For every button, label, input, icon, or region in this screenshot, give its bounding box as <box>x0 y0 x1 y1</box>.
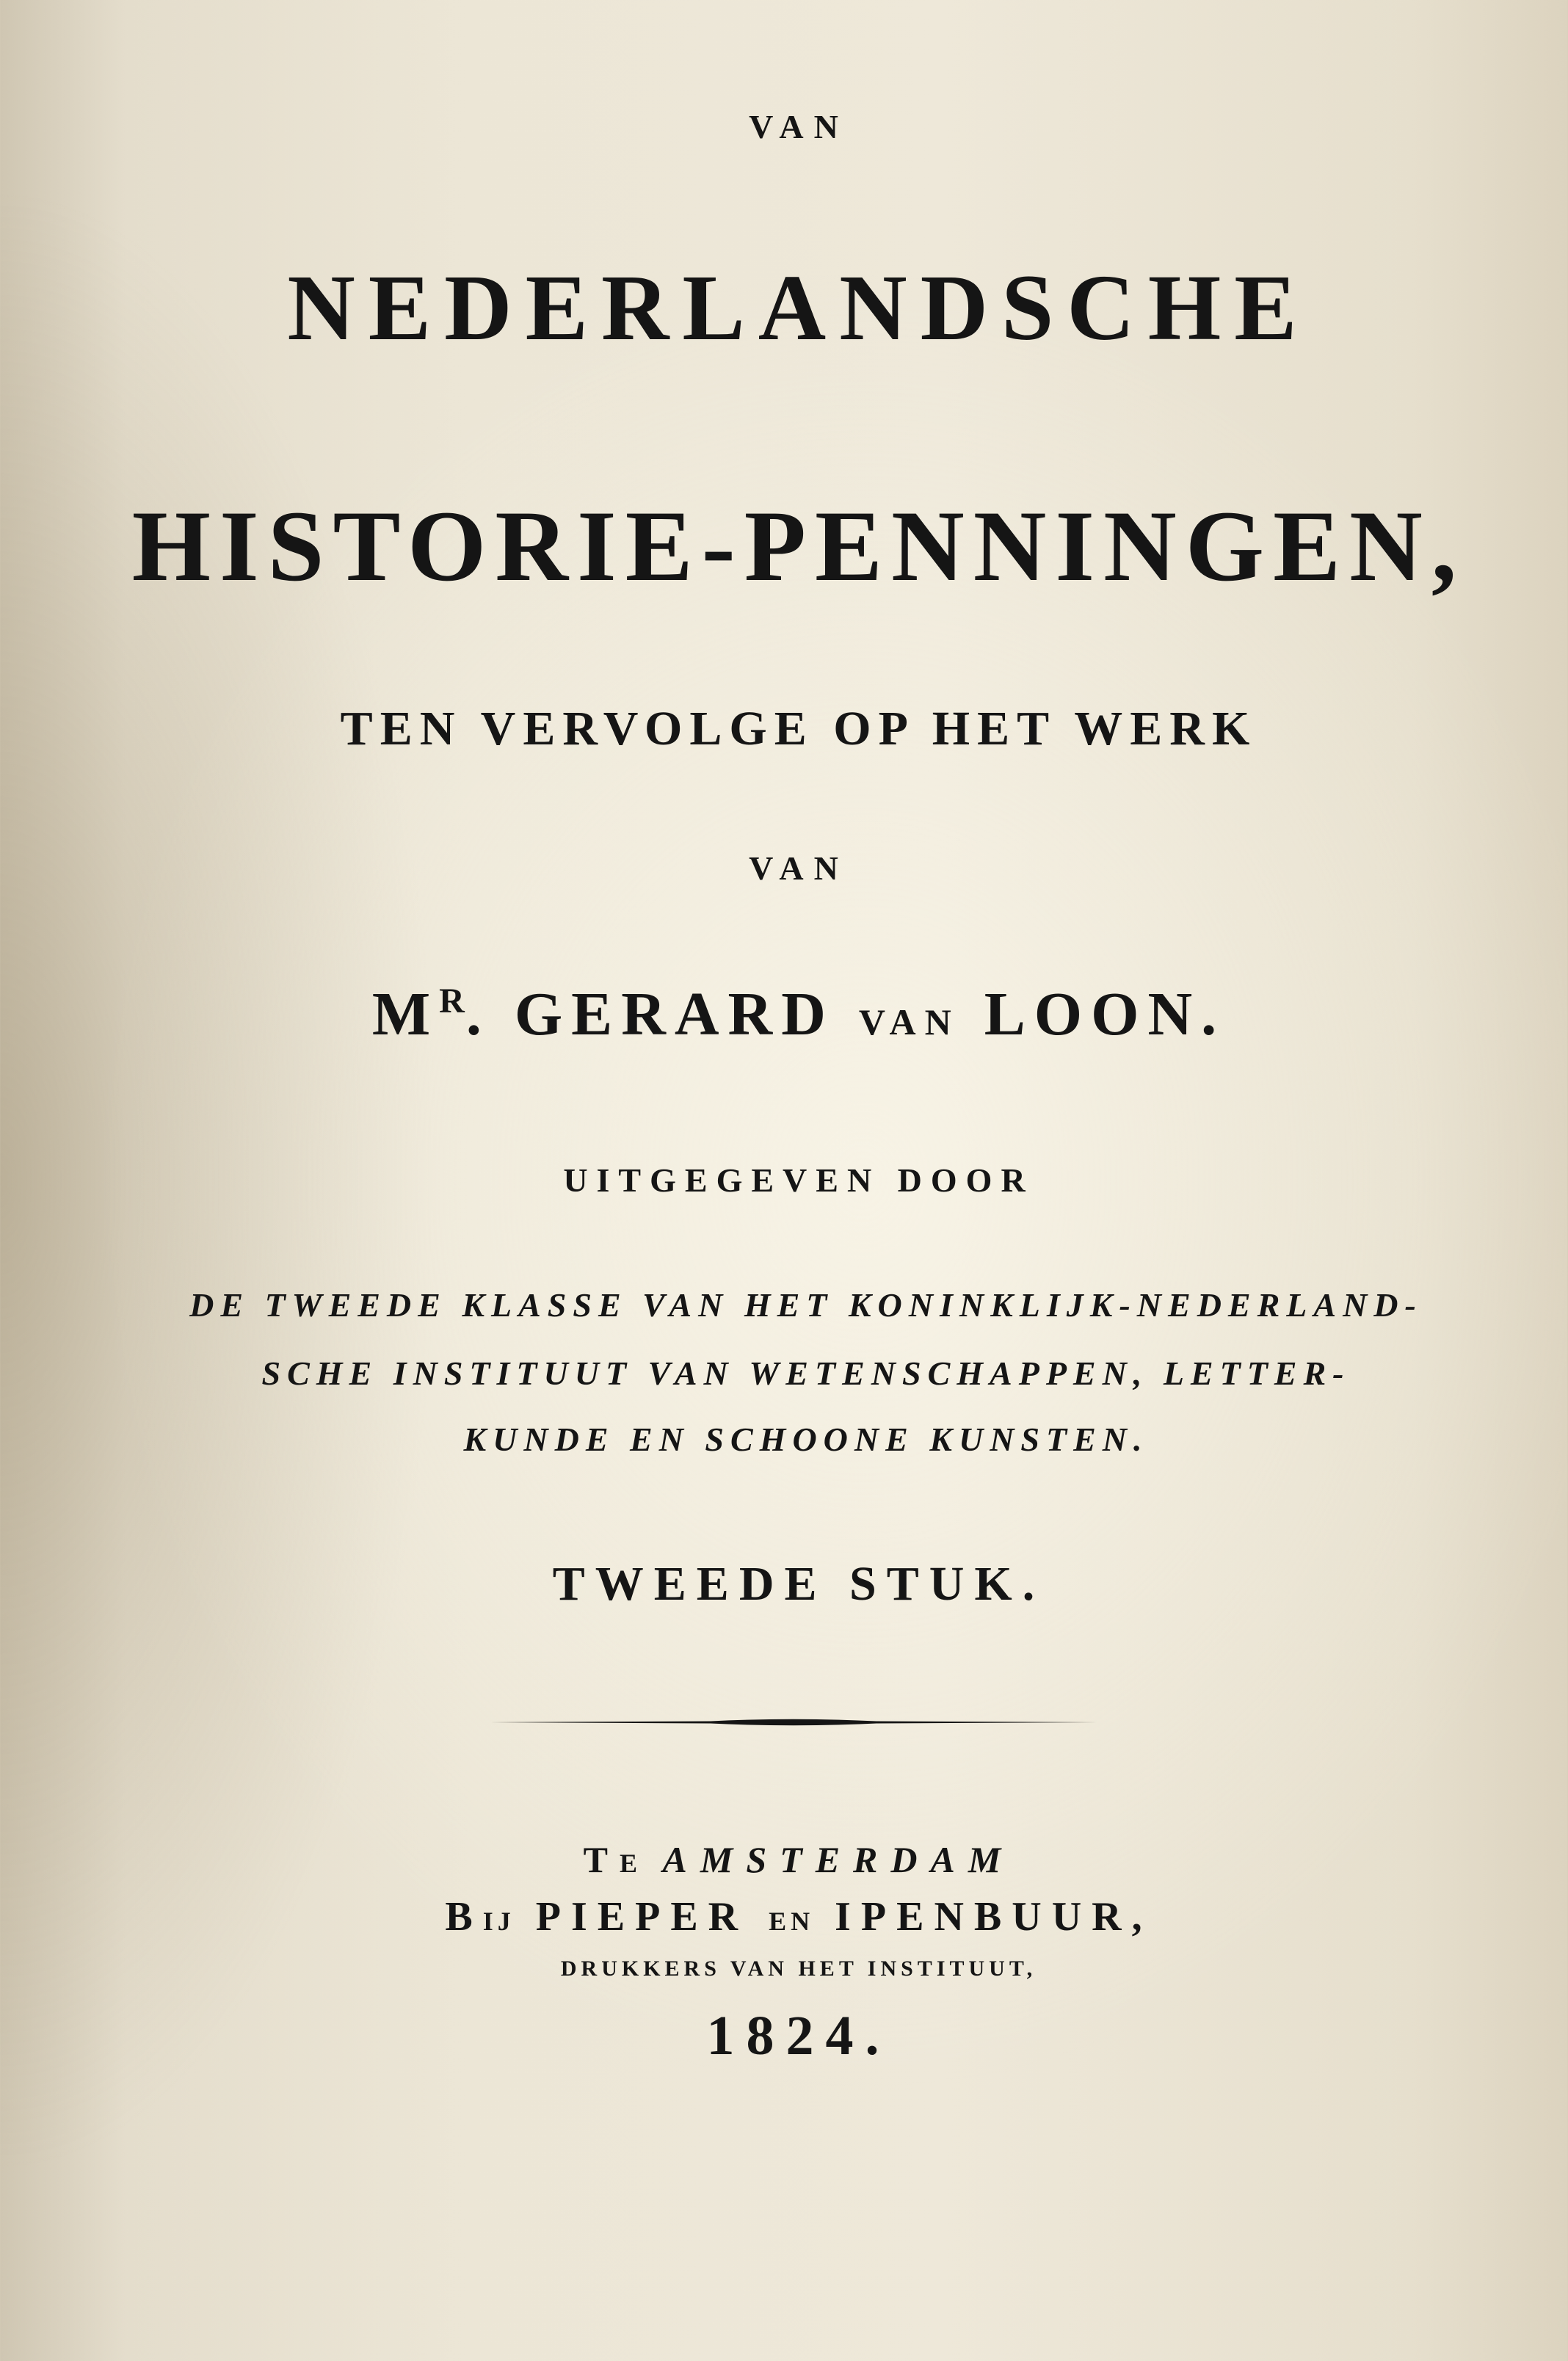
author-prefix: M <box>371 980 440 1048</box>
author-prefix-sup: R <box>439 982 466 1020</box>
institution-line-2: SCHE INSTITUUT VAN WETENSCHAPPEN, LETTER- <box>261 1354 1351 1392</box>
imprint-bij-cap: B <box>445 1894 483 1940</box>
institution-line-1: DE TWEEDE KLASSE VAN HET KONINKLIJK-NEDERLAND- <box>189 1286 1423 1324</box>
author-name-1: GERARD <box>514 980 835 1048</box>
imprint-publisher-1: PIEPER <box>535 1894 749 1940</box>
author-particle: VAN <box>858 1001 960 1042</box>
van-top: VAN <box>749 108 849 145</box>
author-name-2: LOON. <box>984 980 1226 1048</box>
imprint-year: 1824. <box>706 2005 891 2067</box>
imprint-te-cap: T <box>583 1839 620 1880</box>
imprint-publisher-and: EN <box>769 1907 815 1936</box>
imprint-te-small: E <box>620 1849 642 1878</box>
imprint-printers: DRUKKERS VAN HET INSTITUUT, <box>560 1956 1037 1981</box>
title-line-2: HISTORIE-PENNINGEN, <box>131 490 1466 602</box>
van-mid: VAN <box>749 849 849 887</box>
part-label: TWEEDE STUK. <box>552 1557 1045 1611</box>
imprint-city: AMSTERDAM <box>662 1839 1015 1880</box>
imprint-publisher-line <box>15 1894 1568 1940</box>
imprint-city-line <box>15 1841 1568 1878</box>
subtitle: TEN VERVOLGE OP HET WERK <box>340 702 1257 755</box>
author-line <box>15 980 1568 1048</box>
institution-line-3: KUNDE EN SCHOONE KUNSTEN. <box>463 1421 1149 1458</box>
imprint-publisher-2: IPENBUUR, <box>835 1894 1153 1940</box>
imprint-bij-small: IJ <box>482 1907 515 1936</box>
title-line-1: NEDERLANDSCHE <box>287 255 1310 360</box>
issued-by: UITGEGEVEN DOOR <box>563 1161 1034 1199</box>
author-prefix-dot: . <box>465 980 490 1048</box>
ornamental-rule <box>490 1716 1097 1728</box>
